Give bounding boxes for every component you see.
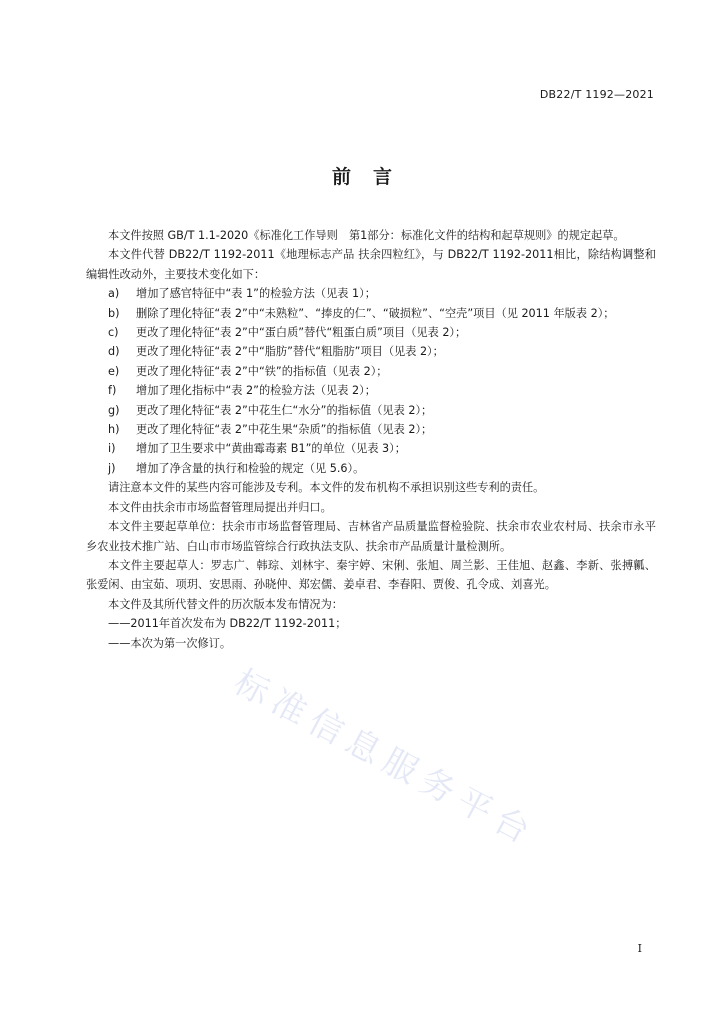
list-item-text: 更改了理化特征“表 2”中“脂肪”替代“粗脂肪”项目（见表 2）；	[136, 345, 444, 359]
list-item-text: 删除了理化特征“表 2”中“未熟粒”、“捧皮的仁”、“破损粒”、“空壳”项目（见 2011 年版表 2）；	[136, 306, 615, 320]
list-item	[86, 459, 656, 478]
list-item-text: 增加了感官特征中“表 1”的检验方法（见表 1）；	[136, 287, 376, 301]
history-item: ——本次为第一次修订。	[108, 636, 232, 650]
list-marker: j)	[108, 461, 116, 475]
list-item	[86, 420, 656, 439]
list-item	[86, 342, 656, 361]
watermark: 标准信息服务平台	[227, 662, 543, 856]
document-code: DB22/T 1192—2021	[539, 88, 654, 101]
list-marker: g)	[108, 403, 120, 417]
list-marker: h)	[108, 423, 120, 437]
list-item-text: 更改了理化特征“表 2”中“蛋白质”替代“粗蛋白质”项目（见表 2）；	[136, 326, 467, 340]
list-item-text: 更改了理化特征“表 2”中花生仁“水分”的指标值（见表 2）；	[136, 403, 433, 417]
list-item-text: 更改了理化特征“表 2”中“铁”的指标值（见表 2）；	[136, 364, 388, 378]
changes-list	[86, 284, 656, 478]
list-item	[86, 362, 656, 381]
list-item	[86, 439, 656, 458]
page-number: I	[637, 942, 642, 955]
paragraph-drafting-units: 本文件主要起草单位：扶余市市场监督管理局、吉林省产品质量监督检验院、扶余市农业农村局、扶余市永平乡农业技术推广站、白山市市场监管综合行政执法支队、扶余市产品质量计量检测所。	[86, 520, 656, 553]
list-marker: c)	[108, 326, 119, 340]
list-item	[86, 304, 656, 323]
paragraph-history-intro: 本文件及其所代替文件的历次版本发布情况为：	[108, 597, 343, 611]
paragraph-drafters: 本文件主要起草人：罗志广、韩琮、刘林宇、秦宇婷、宋俐、张旭、周兰影、王佳旭、赵鑫、李新、张搏瓤、张爱闲、由宝茹、项玥、安思雨、孙晓仲、郑宏儒、姜卓君、李春阳、贾俊、孔令成、刘喜光。	[86, 558, 656, 592]
list-marker: e)	[108, 364, 120, 378]
list-item	[86, 401, 656, 420]
list-item	[86, 284, 656, 303]
paragraph-patent-notice: 请注意本文件的某些内容可能涉及专利。本文件的发布机构不承担识别这些专利的责任。	[108, 481, 545, 495]
history-item: ——2011年首次发布为 DB22/T 1192-2011；	[108, 617, 347, 631]
list-item-text: 增加了净含量的执行和检验的规定（见 5.6）。	[136, 461, 365, 475]
paragraph-proposer: 本文件由扶余市市场监督管理局提出并归口。	[108, 500, 332, 514]
list-marker: f)	[108, 384, 117, 398]
paragraph-replacement: 本文件代替 DB22/T 1192-2011《地理标志产品 扶余四粒红》，与 DB22/T 1192-2011相比，除结构调整和编辑性改动外，主要技术变化如下：	[86, 248, 656, 281]
list-marker: a)	[108, 287, 120, 301]
document-body	[86, 226, 656, 653]
page-title: 前言	[331, 166, 414, 188]
list-marker: d)	[108, 345, 120, 359]
list-item-text: 增加了卫生要求中“黄曲霉毒素 B1”的单位（见表 3）；	[136, 442, 406, 456]
list-item	[86, 381, 656, 400]
list-item-text: 更改了理化特征“表 2”中花生果“杂质”的指标值（见表 2）；	[136, 423, 433, 437]
list-marker: b)	[108, 306, 120, 320]
list-marker: i)	[108, 442, 116, 456]
list-item	[86, 323, 656, 342]
list-item-text: 增加了理化指标中“表 2”的检验方法（见表 2）；	[136, 384, 376, 398]
paragraph-drafting-rules: 本文件按照 GB/T 1.1-2020《标准化工作导则 第1部分：标准化文件的结构和起草规则》的规定起草。	[108, 229, 625, 242]
